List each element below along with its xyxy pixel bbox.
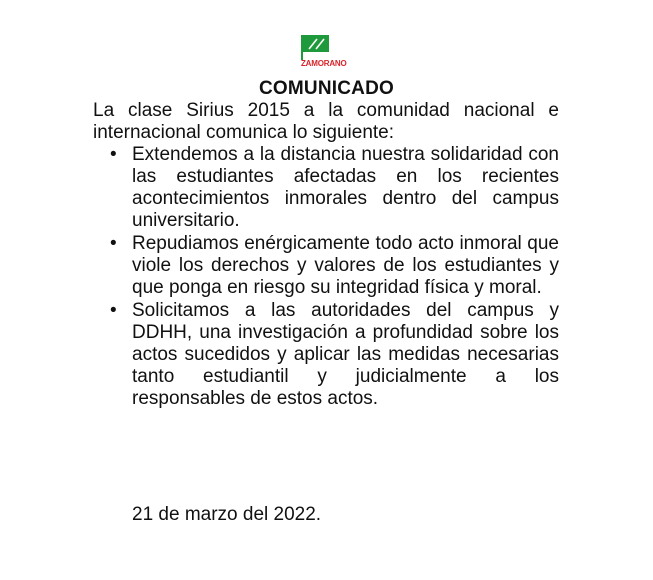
bullet-icon: • (110, 300, 117, 321)
document-title: COMUNICADO (259, 78, 394, 99)
bullet-text: Solicitamos a las autoridades del campus y DDHH, una investigación a profundidad sobre los actos sucedidos y aplicar las medidas necesarias tanto estudiantil y judicialmente a los responsables de estos actos. (132, 300, 559, 409)
flag-icon (299, 31, 343, 61)
bullet-list (93, 144, 559, 410)
zamorano-logo (299, 31, 347, 71)
logo-text: ZAMORANO (301, 59, 347, 68)
bullet-item (110, 300, 559, 410)
intro-paragraph: La clase Sirius 2015 a la comunidad nacional e internacional comunica lo siguiente: (93, 100, 559, 143)
bullet-icon: • (110, 233, 117, 254)
bullet-item (110, 233, 559, 299)
document-date: 21 de marzo del 2022. (132, 504, 322, 525)
bullet-icon: • (110, 144, 117, 165)
bullet-text: Extendemos a la distancia nuestra solidaridad con las estudiantes afectadas en los recientes acontecimientos inmorales dentro del campus universitario. (132, 144, 559, 231)
document-body (93, 100, 559, 410)
bullet-item (110, 144, 559, 232)
bullet-text: Repudiamos enérgicamente todo acto inmoral que viole los derechos y valores de los estudiantes y que ponga en riesgo su integridad física y moral. (132, 233, 559, 298)
